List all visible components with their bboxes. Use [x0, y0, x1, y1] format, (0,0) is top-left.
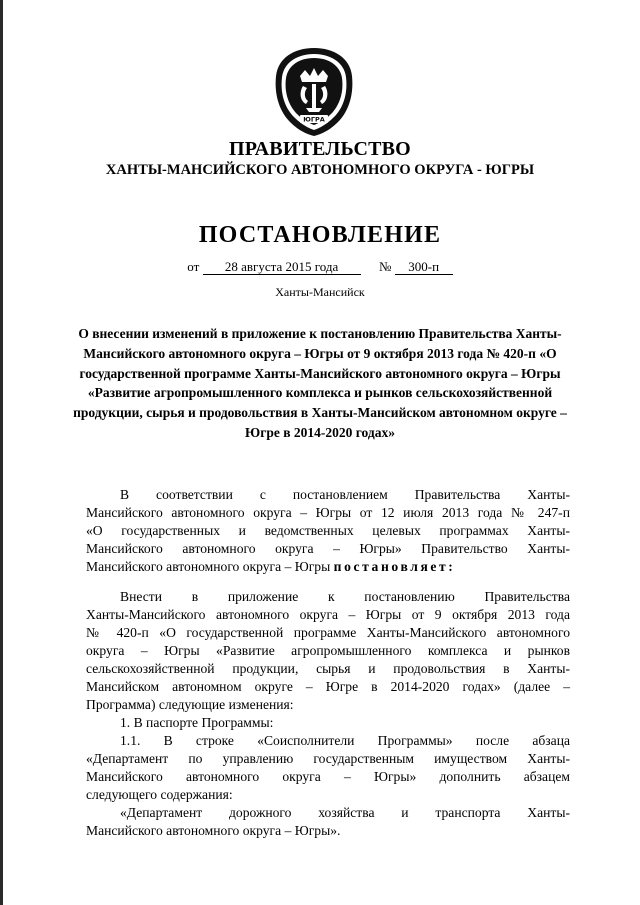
- text-line: 1. В паспорте Программы:: [120, 715, 274, 730]
- date-prefix: от: [187, 259, 200, 274]
- text-line: Мансийского автономного округа – Югры».: [86, 823, 341, 838]
- text-line: № 420-п «О государственной программе Ханты-Мансийского автономного: [86, 625, 570, 640]
- text-line: Мансийском автономном округе – Югре в 2014-2020 годах» (далее –: [86, 679, 570, 694]
- document-city: Ханты-Мансийск: [275, 285, 365, 299]
- emblem-label: ЮГРА: [303, 115, 325, 124]
- coat-of-arms-icon: [272, 46, 356, 138]
- document-number: 300-п: [395, 259, 453, 275]
- text-line: Внести в приложение к постановлению Правительства: [120, 589, 570, 604]
- text-line: Мансийского автономного округа – Югры» дополнить абзацем: [86, 769, 570, 784]
- text-line: Ханты-Мансийского автономного округа – Югры от 9 октября 2013 года: [86, 607, 570, 622]
- document-subject: О внесении изменений в приложение к постановлению Правительства Ханты-Мансийского автономного округа – Югры от 9 октября 2013 года № 420-п «О государственной программе Ханты-Мансийского автономного округа – Югры «Развитие агропромышленного комплекса и рынков сельскохозяйственной продукции, сырья и продовольствия в Ханты-Мансийском автономном округе – Югре в 2014-2020 годах»: [73, 326, 567, 440]
- text-line: «О государственных и ведомственных целевых программах Ханты-: [86, 523, 570, 538]
- date-number-line: [0, 259, 640, 275]
- scan-edge-line: [0, 0, 3, 905]
- text-line: В соответствии с постановлением Правительства Ханты-: [120, 487, 570, 502]
- text-line: округа – Югры «Развитие агропромышленного комплекса и рынков: [86, 643, 570, 658]
- text-line: «Департамент по управлению государственным имуществом Ханты-: [86, 751, 570, 766]
- text-line: Мансийского автономного округа – Югры» Правительство Ханты-: [86, 541, 570, 556]
- text-fragment: Мансийского автономного округа – Югры: [86, 559, 331, 574]
- text-line: [86, 558, 570, 576]
- text-line: Программа) следующие изменения:: [86, 697, 294, 712]
- text-line: 1.1. В строке «Соисполнители Программы» после абзаца: [120, 733, 570, 748]
- region-title: ХАНТЫ-МАНСИЙСКОГО АВТОНОМНОГО ОКРУГА - ЮГРЫ: [105, 162, 535, 178]
- text-line: «Департамент дорожного хозяйства и транспорта Ханты-: [120, 805, 570, 820]
- resolves-word: постановляет:: [333, 559, 456, 574]
- preamble-paragraph: [86, 486, 570, 576]
- text-line: сельскохозяйственной продукции, сырья и продовольствия в Ханты-: [86, 661, 570, 676]
- number-prefix: №: [379, 259, 392, 274]
- document-type: ПОСТАНОВЛЕНИЕ: [198, 222, 442, 248]
- government-title: ПРАВИТЕЛЬСТВО: [229, 138, 411, 160]
- text-line: Мансийского автономного округа – Югры от 12 июля 2013 года № 247-п: [86, 505, 570, 520]
- document-date: 28 августа 2015 года: [203, 259, 361, 275]
- text-line: следующего содержания:: [86, 787, 233, 802]
- main-paragraph: [86, 588, 570, 840]
